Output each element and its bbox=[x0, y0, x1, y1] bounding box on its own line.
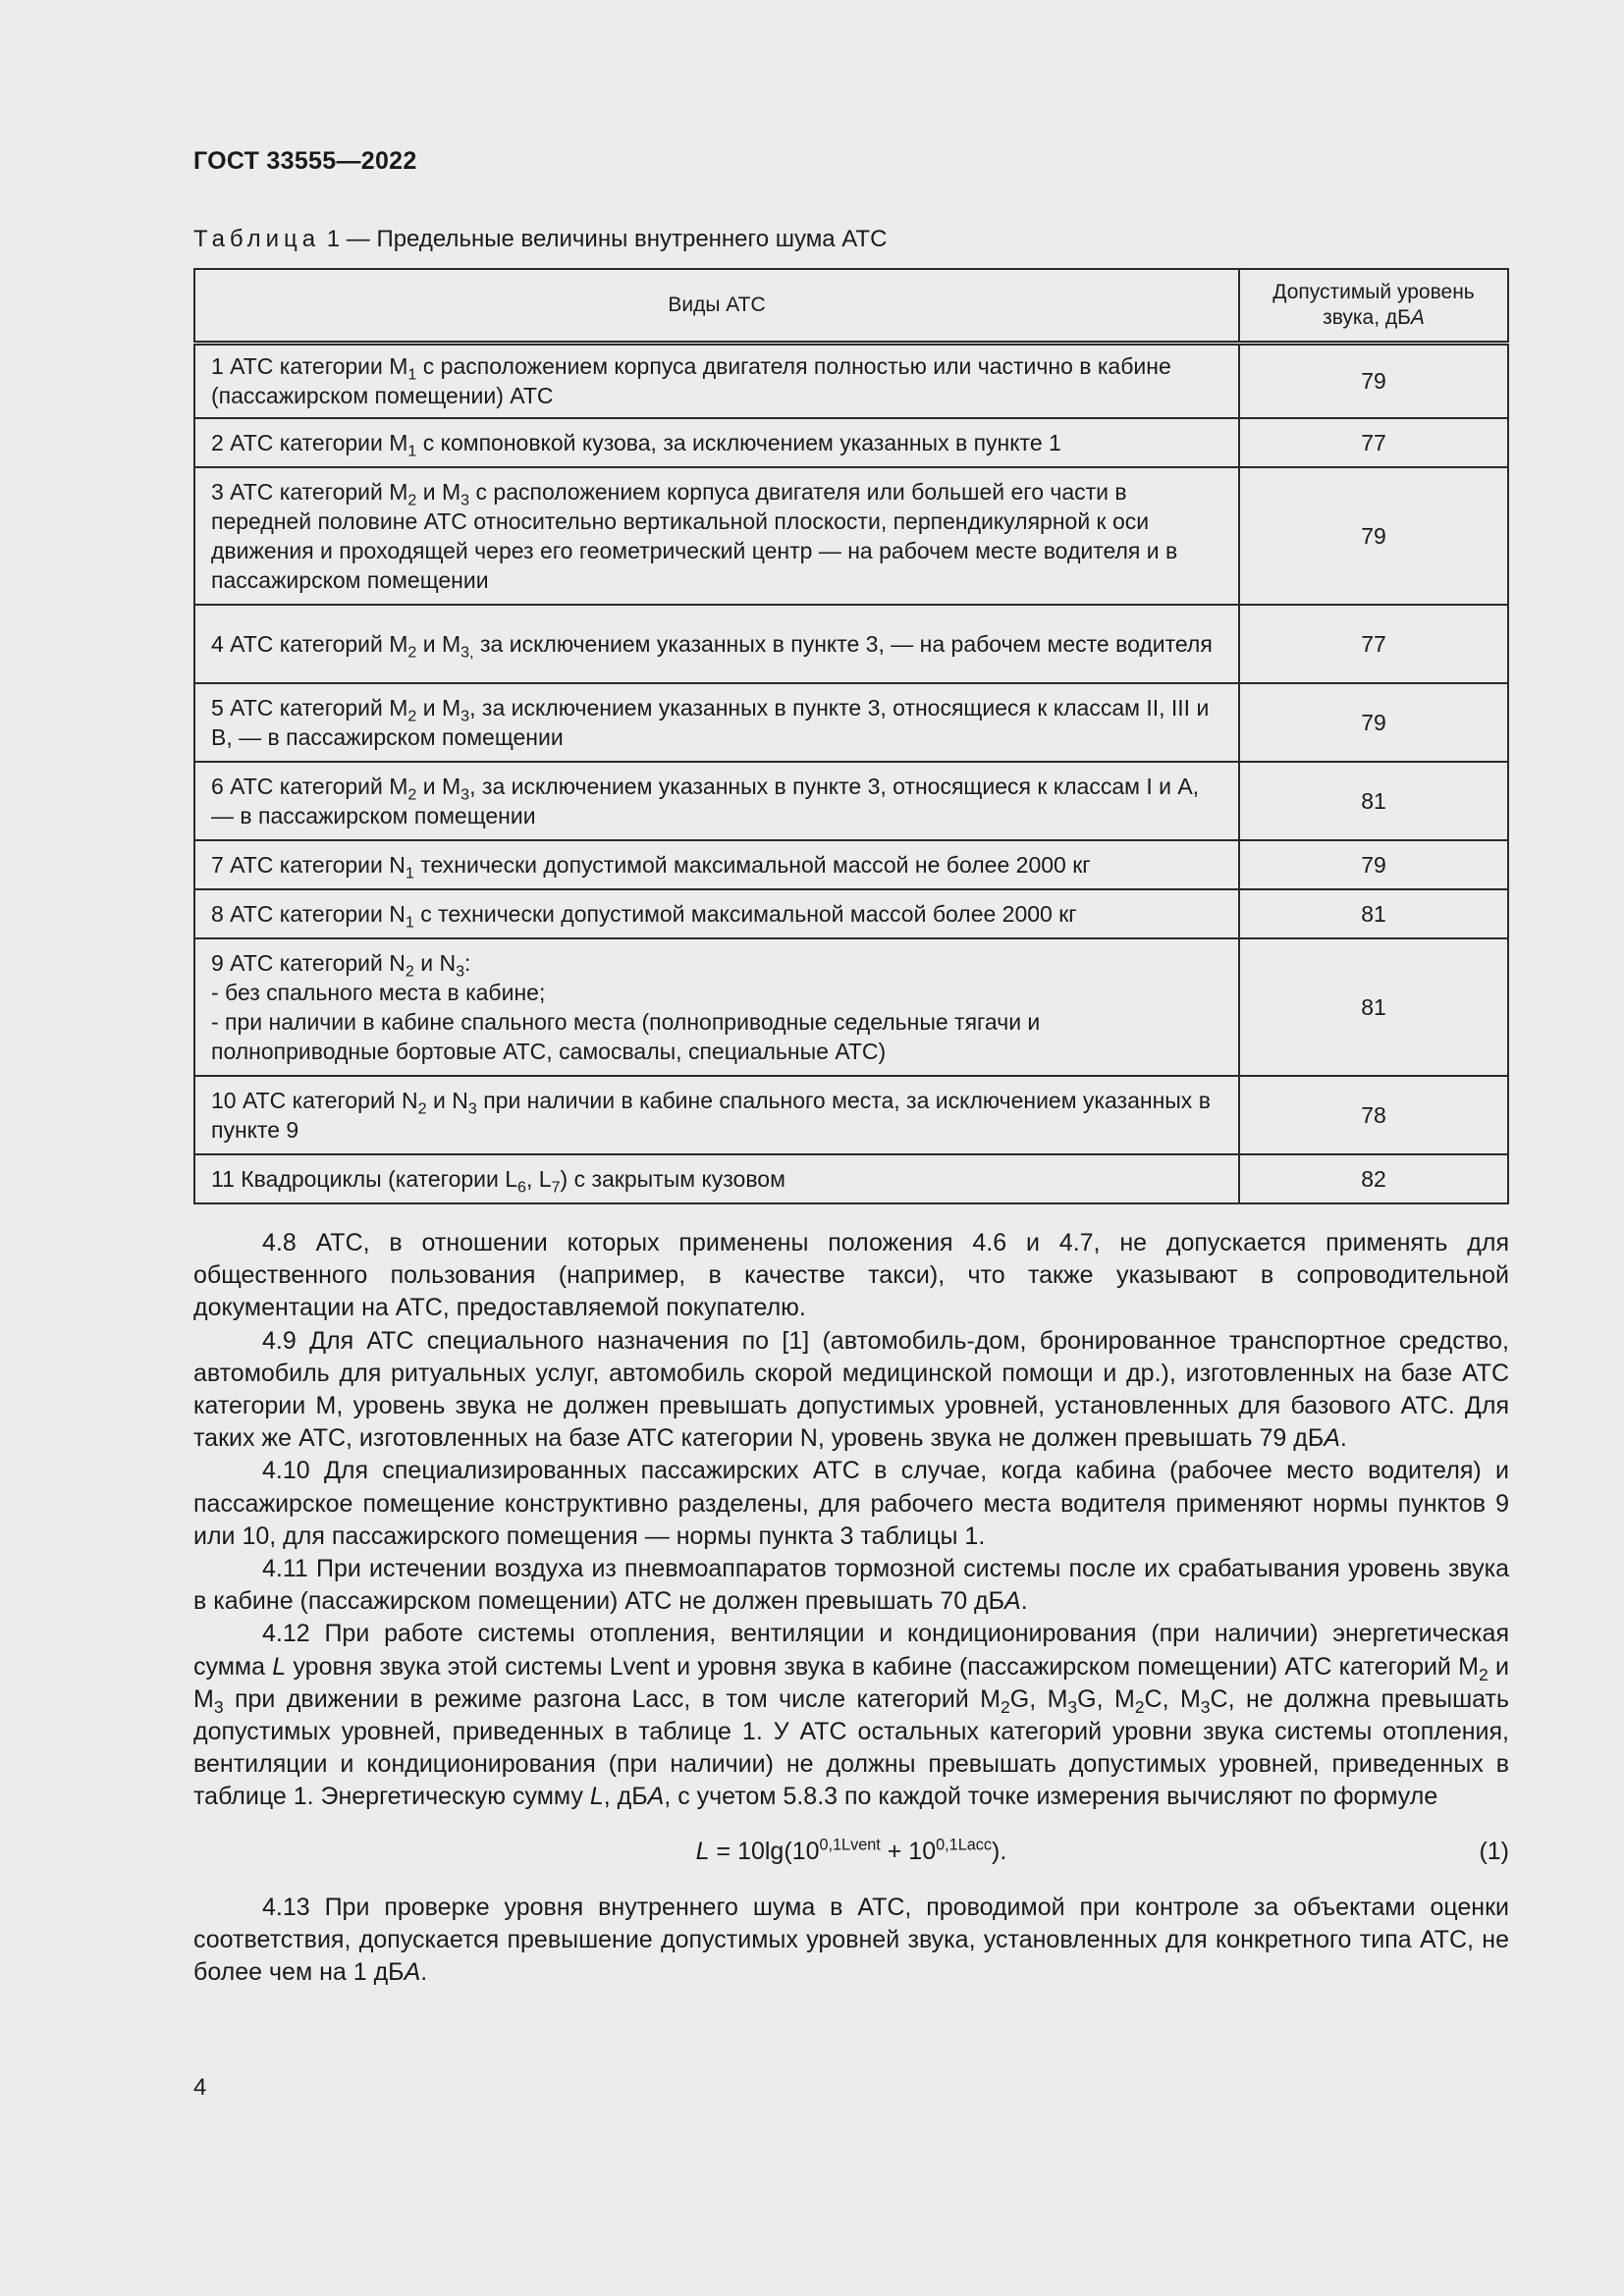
table-cell-category: 7 АТС категории $N_1$ технически допустимой максимальной массой не более 2000 кг bbox=[194, 840, 1239, 889]
table-cell-category: 11 Квадроциклы (категории $L_6$, $L_7$) с закрытым кузовом bbox=[194, 1154, 1239, 1203]
table-cell-level: 81 bbox=[1239, 762, 1508, 840]
table-cell-category: 6 АТС категорий $М_2$ и $М_3$, за исключением указанных в пункте 3, относящиеся к классам I и А, — в пассажирском помещении bbox=[194, 762, 1239, 840]
table-cell-level: 79 bbox=[1239, 840, 1508, 889]
table-row bbox=[194, 605, 1508, 683]
noise-limits-table bbox=[193, 268, 1509, 1204]
table-row bbox=[194, 683, 1508, 762]
table-row bbox=[194, 889, 1508, 938]
table-row bbox=[194, 938, 1508, 1076]
table-row bbox=[194, 467, 1508, 605]
body-text bbox=[193, 1227, 1509, 1989]
paragraph-4-11: 4.11 При истечении воздуха из пневмоаппаратов тормозной системы после их срабатывания уровень звука в кабине (пассажирском помещении) АТС не должен превышать 70 дБА. bbox=[193, 1555, 1509, 1616]
paragraph-4-9: 4.9 Для АТС специального назначения по [1] (автомобиль-дом, бронированное транспортное средство, автомобиль для ритуальных услуг, автомобиль скорой медицинской помощи и др.), изготовленных на базе АТС категории М, уровень звука не должен превышать допустимых уровней, установленных для базового АТС. Для таких же АТС, изготовленных на базе АТС категории N, уровень звука не должен превышать 79 дБА. bbox=[193, 1326, 1509, 1453]
table-cell-level: 77 bbox=[1239, 605, 1508, 683]
table-cell-category: 8 АТС категории $N_1$ с технически допустимой максимальной массой более 2000 кг bbox=[194, 889, 1239, 938]
table-row bbox=[194, 762, 1508, 840]
paragraph-4-12: 4.12 При работе системы отопления, вентиляции и кондиционирования (при наличии) энергетическая сумма L уровня звука этой системы Lvent и уровня звука в кабине (пассажирском помещении) АТС категорий $М_2$ и $М_3$ при движении в режиме разгона Lacc, в том числе категорий $М_2G$, $М_3G$, $М_2С$, $М_3С$, не должна превышать допустимых уровней, приведенных в таблице 1. У АТС остальных категорий уровни звука системы отопления, вентиляции и кондиционирования (при наличии) не должны превышать допустимых уровней, приведенных в таблице 1. Энергетическую сумму L, дБА, с учетом 5.8.3 по каждой точке измерения вычисляют по формуле bbox=[193, 1620, 1509, 1811]
table-cell-level: 82 bbox=[1239, 1154, 1508, 1203]
table-caption-title: 1 — Предельные величины внутреннего шума АТС bbox=[320, 226, 888, 252]
table-cell-level: 81 bbox=[1239, 889, 1508, 938]
table-cell-category: 10 АТС категорий $N_2$ и $N_3$ при наличии в кабине спального места, за исключением указанных в пункте 9 bbox=[194, 1076, 1239, 1154]
table-cell-category: 5 АТС категорий $М_2$ и $М_3$, за исключением указанных в пункте 3, относящиеся к классам II, III и В, — в пассажирском помещении bbox=[194, 683, 1239, 762]
table-cell-category: 2 АТС категории $М_1$ с компоновкой кузова, за исключением указанных в пункте 1 bbox=[194, 418, 1239, 467]
table-caption-word: Таблица bbox=[193, 226, 321, 252]
table-cell-category: 1 АТС категории $М_1$ с расположением корпуса двигателя полностью или частично в кабине (пассажирском помещении) АТС bbox=[194, 344, 1239, 418]
page-number: 4 bbox=[193, 2074, 207, 2101]
paragraph-4-13: 4.13 При проверке уровня внутреннего шума в АТС, проводимой при контроле за объектами оценки соответствия, допускается превышение допустимых уровней звука, установленных для конкретного типа АТС, не более чем на 1 дБА. bbox=[193, 1893, 1509, 1987]
table-cell-level: 77 bbox=[1239, 418, 1508, 467]
column-header-permissible-level: Допустимый уровень звука, дБА bbox=[1239, 269, 1508, 344]
table-cell-level: 78 bbox=[1239, 1076, 1508, 1154]
table-header-row bbox=[194, 269, 1508, 344]
table-cell-category: 3 АТС категорий $М_2$ и $М_3$ с расположением корпуса двигателя или большей его части в передней половине АТС относительно вертикальной плоскости, перпендикулярной к оси движения и проходящей через его геометрический центр — на рабочем месте водителя и в пассажирском помещении bbox=[194, 467, 1239, 605]
formula-number: (1) bbox=[1479, 1837, 1509, 1865]
table-cell-level: 79 bbox=[1239, 683, 1508, 762]
table-row bbox=[194, 1076, 1508, 1154]
table-cell-category: 9 АТС категорий $N_2$ и $N_3$: - без спального места в кабине; - при наличии в кабине спального места (полноприводные седельные тягачи и полноприводные бортовые АТС, самосвалы, специальные АТС) bbox=[194, 938, 1239, 1076]
table-cell-level: 79 bbox=[1239, 467, 1508, 605]
paragraph-4-10: 4.10 Для специализированных пассажирских АТС в случае, когда кабина (рабочее место водителя) и пассажирское помещение конструктивно разделены, для рабочего места водителя применяют нормы пунктов 9 или 10, для пассажирского помещения — нормы пункта 3 таблицы 1. bbox=[193, 1457, 1509, 1550]
document-header: ГОСТ 33555—2022 bbox=[193, 147, 417, 175]
table-row bbox=[194, 344, 1508, 418]
table-caption bbox=[193, 226, 887, 253]
table-cell-category: 4 АТС категорий $М_2$ и $М_{3,}$ за исключением указанных в пункте 3, — на рабочем месте водителя bbox=[194, 605, 1239, 683]
table-cell-level: 81 bbox=[1239, 938, 1508, 1076]
column-header-vehicle-type: Виды АТС bbox=[194, 269, 1239, 344]
table-row bbox=[194, 1154, 1508, 1203]
paragraph-4-8: 4.8 АТС, в отношении которых применены положения 4.6 и 4.7, не допускается применять для общественного пользования (например, в качестве такси), что также указывают в сопроводительной документации на АТС, предоставляемой покупателю. bbox=[193, 1229, 1509, 1322]
table-row bbox=[194, 840, 1508, 889]
table-cell-level: 79 bbox=[1239, 344, 1508, 418]
table-row bbox=[194, 418, 1508, 467]
formula-1: $L = 10\lg(10^{0,1Lvent} + 10^{0,1Lacc})$. (1) bbox=[193, 1836, 1509, 1868]
